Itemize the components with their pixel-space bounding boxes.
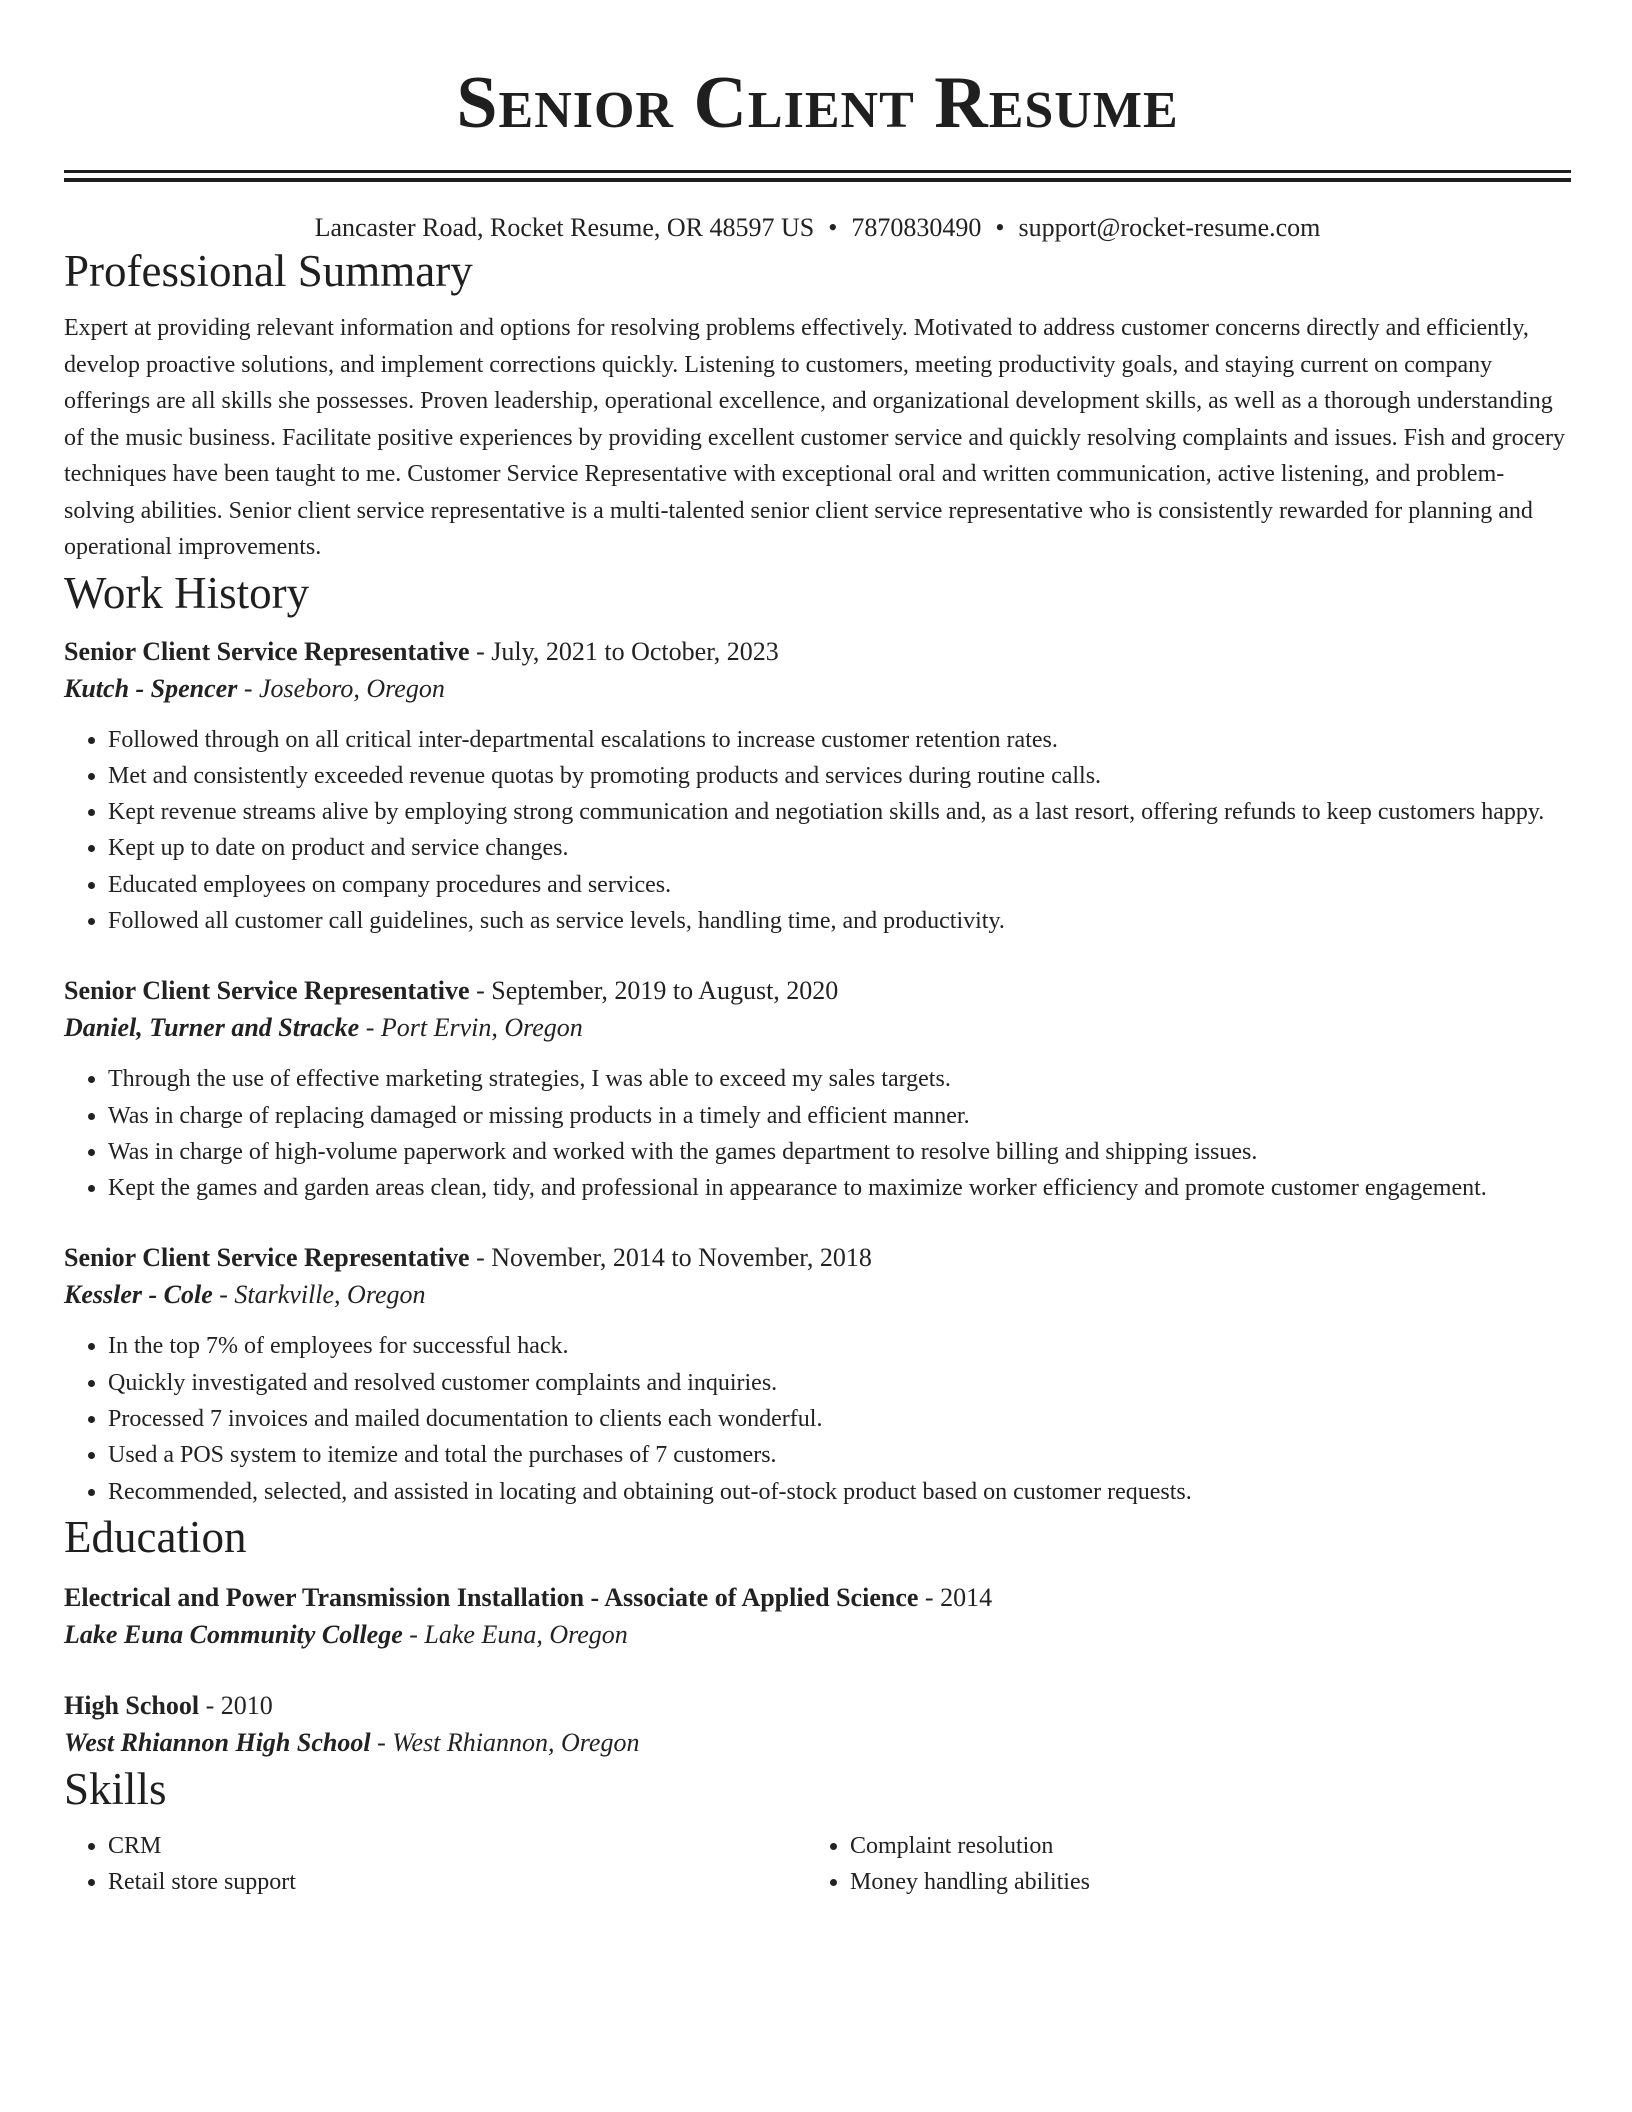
list-item: • Educated employees on company procedures and services.	[108, 867, 1571, 903]
job-bullets	[64, 722, 1571, 940]
skills-heading: Skills	[64, 1763, 167, 1814]
list-item: • Was in charge of replacing damaged or missing products in a timely and efficient manner.	[108, 1098, 1571, 1134]
company-location: - Joseboro, Oregon	[237, 673, 445, 703]
job-entry	[64, 1240, 1571, 1509]
summary-heading: Professional Summary	[64, 246, 473, 296]
school-line	[64, 1724, 1571, 1762]
skill-item: • CRM	[108, 1828, 806, 1865]
skill-item: • Complaint resolution	[850, 1828, 1548, 1865]
job-entry	[64, 634, 1571, 940]
job-bullets	[64, 1061, 1571, 1206]
job-bullets	[64, 1328, 1571, 1509]
school-line	[64, 1616, 1571, 1654]
list-item: • Used a POS system to itemize and total the purchases of 7 customers.	[108, 1437, 1571, 1473]
education-heading: Education	[64, 1511, 247, 1562]
work-history-heading: Work History	[64, 567, 310, 618]
list-item: • Met and consistently exceeded revenue quotas by promoting products and services during routine calls.	[108, 758, 1571, 794]
job-title-line	[64, 973, 1571, 1009]
degree-name: Electrical and Power Transmission Installation - Associate of Applied Science	[64, 1582, 919, 1612]
resume-page	[64, 0, 1571, 1901]
degree-name: High School	[64, 1690, 200, 1720]
job-title: Senior Client Service Representative	[64, 636, 470, 666]
contact-separator: •	[995, 213, 1005, 242]
skills-column-right	[806, 1828, 1548, 1901]
company-location: - Starkville, Oregon	[212, 1280, 426, 1310]
company-line	[64, 670, 1571, 708]
job-dates: - July, 2021 to October, 2023	[469, 636, 779, 666]
contact-line	[64, 212, 1571, 244]
contact-address: Lancaster Road, Rocket Resume, OR 48597 US	[314, 213, 815, 242]
contact-phone: 7870830490	[851, 213, 982, 242]
summary-text: Expert at providing relevant information and options for resolving problems effectively. Motivated to address customer concerns directly and efficiently, develop proactive solutions, and implement corrections quickly. Listening to customers, meeting productivity goals, and staying current on company offerings are all skills she possesses. Proven leadership, operational excellence, and organizational development skills, as well as a thorough understanding of the music business. Facilitate positive experiences by providing excellent customer service and quickly resolving complaints and issues. Fish and grocery techniques have been taught to me. Customer Service Representative with exceptional oral and written communication, active listening, and problem-solving abilities. Senior client service representative is a multi-talented senior client service representative who is consistently rewarded for planning and operational improvements.	[64, 315, 1565, 560]
list-item: • In the top 7% of employees for successful hack.	[108, 1328, 1571, 1364]
skills-list	[64, 1828, 1571, 1901]
company-location: - Port Ervin, Oregon	[359, 1013, 583, 1043]
education-entry	[64, 1688, 1571, 1762]
skill-item: • Money handling abilities	[850, 1864, 1548, 1901]
degree-line	[64, 1688, 1571, 1724]
job-title-line	[64, 634, 1571, 670]
job-title-line	[64, 1240, 1571, 1276]
list-item: • Kept the games and garden areas clean, tidy, and professional in appearance to maximize worker efficiency and promote customer engagement.	[108, 1170, 1571, 1206]
skill-item: • Retail store support	[108, 1864, 806, 1901]
company-line	[64, 1009, 1571, 1047]
degree-year: - 2010	[199, 1690, 273, 1720]
school-name: West Rhiannon High School	[64, 1727, 371, 1757]
school-location: - West Rhiannon, Oregon	[370, 1727, 640, 1757]
degree-year: - 2014	[918, 1582, 993, 1612]
contact-separator: •	[828, 213, 838, 242]
school-location: - Lake Euna, Oregon	[402, 1619, 628, 1649]
education-entry	[64, 1580, 1571, 1654]
list-item: • Kept revenue streams alive by employing strong communication and negotiation skills and, as a last resort, offering refunds to keep customers happy.	[108, 794, 1571, 830]
company-name: Kutch - Spencer	[64, 673, 238, 703]
list-item: • Followed all customer call guidelines, such as service levels, handling time, and productivity.	[108, 903, 1571, 939]
job-entry	[64, 973, 1571, 1206]
skills-column-left	[64, 1828, 806, 1901]
list-item: • Recommended, selected, and assisted in locating and obtaining out-of-stock product based on customer requests.	[108, 1474, 1571, 1510]
list-item: • Followed through on all critical inter-departmental escalations to increase customer retention rates.	[108, 722, 1571, 758]
job-title: Senior Client Service Representative	[64, 1243, 470, 1273]
degree-line	[64, 1580, 1571, 1616]
job-dates: - November, 2014 to November, 2018	[469, 1243, 872, 1273]
company-line	[64, 1276, 1571, 1314]
title-divider-thin	[64, 178, 1571, 182]
list-item: • Processed 7 invoices and mailed documentation to clients each wonderful.	[108, 1401, 1571, 1437]
job-title: Senior Client Service Representative	[64, 976, 470, 1006]
list-item: • Through the use of effective marketing strategies, I was able to exceed my sales targets.	[108, 1061, 1571, 1097]
resume-title: Senior Client Resume	[456, 62, 1179, 144]
contact-email: support@rocket-resume.com	[1018, 213, 1321, 242]
list-item: • Was in charge of high-volume paperwork and worked with the games department to resolve billing and shipping issues.	[108, 1134, 1571, 1170]
job-dates: - September, 2019 to August, 2020	[469, 976, 839, 1006]
list-item: • Quickly investigated and resolved customer complaints and inquiries.	[108, 1365, 1571, 1401]
company-name: Daniel, Turner and Stracke	[64, 1013, 360, 1043]
school-name: Lake Euna Community College	[64, 1619, 403, 1649]
list-item: • Kept up to date on product and service changes.	[108, 830, 1571, 866]
company-name: Kessler - Cole	[64, 1280, 213, 1310]
